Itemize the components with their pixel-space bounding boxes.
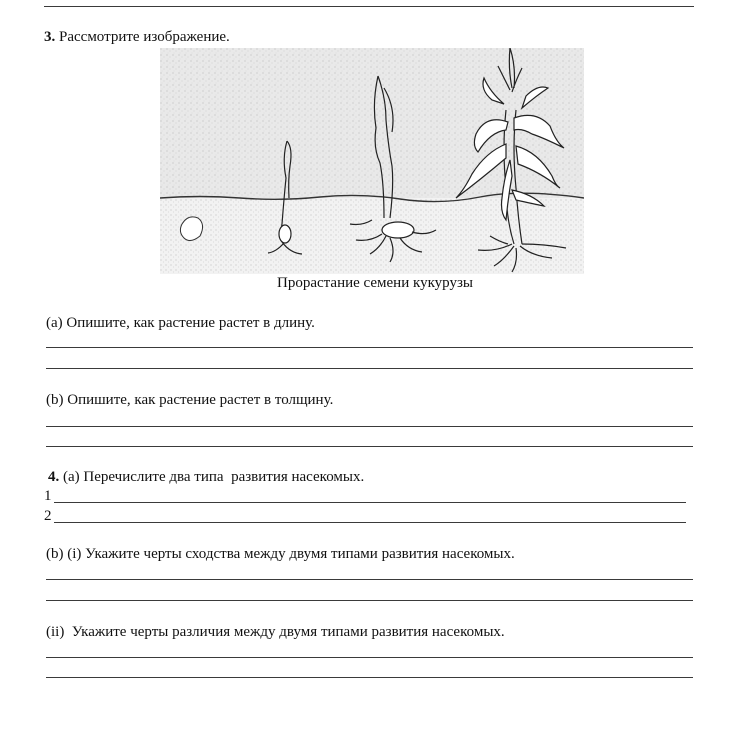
question-3-part-a: (a) Опишите, как растение растет в длину.	[46, 315, 315, 331]
answer-line-4bii-2[interactable]	[46, 677, 693, 678]
question-4-number: 4.	[48, 469, 60, 485]
answer-line-4a-1[interactable]	[54, 502, 686, 503]
list-item-2-label: 2	[44, 508, 52, 524]
list-item-1-label: 1	[44, 488, 52, 504]
question-4-part-a: (a) Перечислите два типа развития насекомых.	[63, 469, 365, 485]
answer-line-4bi-2[interactable]	[46, 600, 693, 601]
question-3-prompt: Рассмотрите изображение.	[59, 29, 230, 45]
question-4-part-b-i: (b) (i) Укажите черты сходства между двумя типами развития насекомых.	[46, 546, 515, 562]
corn-germination-figure	[160, 48, 584, 274]
answer-line-4bi-1[interactable]	[46, 579, 693, 580]
answer-line-4a-2[interactable]	[54, 522, 686, 523]
top-rule	[44, 6, 694, 7]
question-4-part-a-row	[48, 468, 364, 486]
question-3-number: 3.	[44, 29, 56, 45]
answer-line-4bii-1[interactable]	[46, 657, 693, 658]
answer-line-3a-1[interactable]	[46, 347, 693, 348]
figure-caption: Прорастание семени кукурузы	[277, 275, 473, 291]
answer-line-3b-2[interactable]	[46, 446, 693, 447]
answer-line-3b-1[interactable]	[46, 426, 693, 427]
question-3-header	[44, 28, 230, 46]
answer-line-3a-2[interactable]	[46, 368, 693, 369]
question-3-part-b: (b) Опишите, как растение растет в толщину.	[46, 392, 334, 408]
corn-germination-illustration-icon	[160, 48, 584, 274]
question-4-part-b-ii: (ii) Укажите черты различия между двумя типами развития насекомых.	[46, 624, 505, 640]
